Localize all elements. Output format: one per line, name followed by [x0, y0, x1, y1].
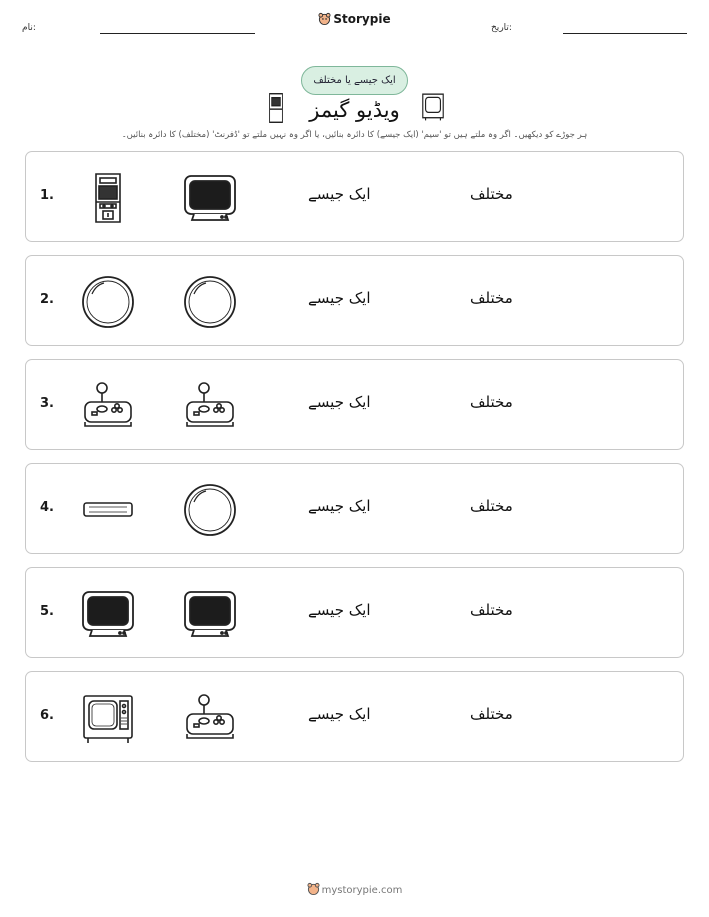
- different-option[interactable]: مختلف: [470, 497, 513, 515]
- joystick-icon: [182, 690, 238, 746]
- badge: ایک جیسے یا مختلف: [301, 66, 408, 95]
- question-row: [25, 567, 684, 658]
- question-number: 3.: [40, 396, 54, 411]
- crt-monitor-icon: [182, 170, 238, 226]
- page-title: ویڈیو گیمز: [309, 98, 400, 122]
- question-row: [25, 359, 684, 450]
- retro-tv-icon: [80, 690, 136, 746]
- question-row: [25, 463, 684, 554]
- date-field[interactable]: [563, 33, 687, 34]
- question-number: 2.: [40, 292, 54, 307]
- round-button-icon: [182, 482, 238, 538]
- joystick-icon: [182, 378, 238, 434]
- different-option[interactable]: مختلف: [470, 393, 513, 411]
- crt-monitor-icon: [80, 586, 136, 642]
- brand-name: Storypie: [333, 12, 391, 26]
- same-option[interactable]: ایک جیسے: [308, 601, 371, 619]
- different-option[interactable]: مختلف: [470, 601, 513, 619]
- question-number: 4.: [40, 500, 54, 515]
- name-label: نام:: [22, 23, 36, 33]
- question-number: 6.: [40, 708, 54, 723]
- crt-monitor-icon: [182, 586, 238, 642]
- footer-url: mystorypie.com: [321, 885, 403, 896]
- round-button-icon: [80, 274, 136, 330]
- different-option[interactable]: مختلف: [470, 705, 513, 723]
- question-number: 5.: [40, 604, 54, 619]
- retro-tv-icon: [420, 92, 446, 126]
- question-row: [25, 151, 684, 242]
- different-option[interactable]: مختلف: [470, 185, 513, 203]
- footer: [0, 882, 709, 896]
- cartridge-slot-icon: [80, 482, 136, 538]
- arcade-cabinet-icon: [80, 170, 136, 226]
- instructions: ہر جوڑے کو دیکھیں۔ اگر وہ ملتے ہیں تو 'سیم' (ایک جیسے) کا دائرہ بنائیں، یا اگر وہ نہیں ملتے تو 'ڈفرنٹ' (مختلف) کا دائرہ بنائیں۔: [121, 130, 588, 140]
- same-option[interactable]: ایک جیسے: [308, 289, 371, 307]
- same-option[interactable]: ایک جیسے: [308, 393, 371, 411]
- question-row: [25, 255, 684, 346]
- storypie-logo-icon: [307, 882, 320, 895]
- same-option[interactable]: ایک جیسے: [308, 185, 371, 203]
- same-option[interactable]: ایک جیسے: [308, 497, 371, 515]
- different-option[interactable]: مختلف: [470, 289, 513, 307]
- brand: [0, 12, 709, 26]
- name-field[interactable]: [100, 33, 255, 34]
- storypie-logo-icon: [318, 12, 331, 25]
- question-number: 1.: [40, 188, 54, 203]
- question-row: [25, 671, 684, 762]
- joystick-icon: [80, 378, 136, 434]
- date-label: تاریخ:: [491, 23, 512, 33]
- same-option[interactable]: ایک جیسے: [308, 705, 371, 723]
- round-button-icon: [182, 274, 238, 330]
